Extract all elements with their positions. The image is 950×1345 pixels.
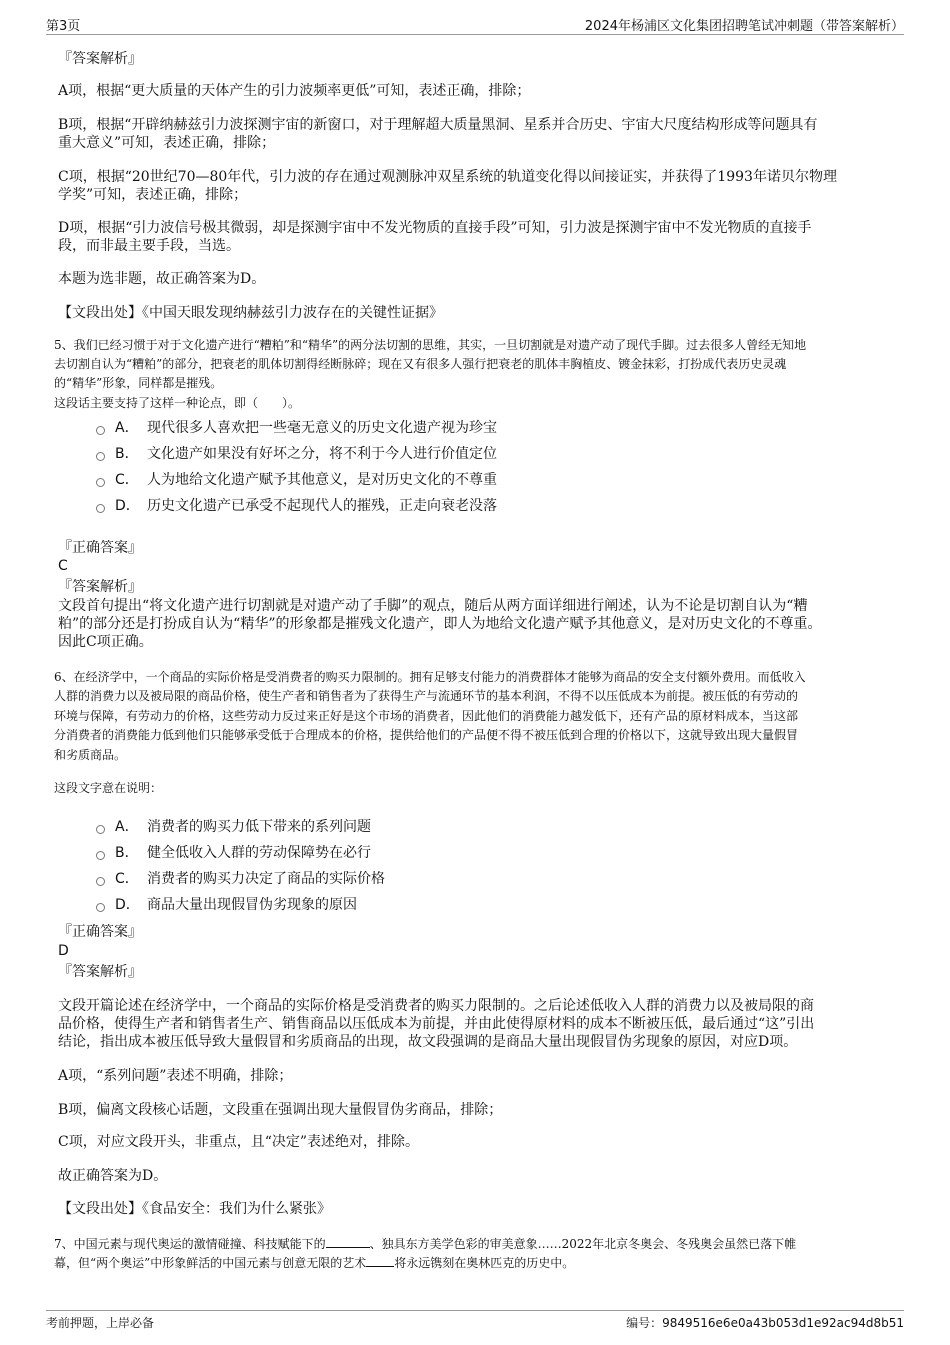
radio-icon[interactable] [96,851,105,860]
q6-source: 【文段出处】《食品安全：我们为什么紧张》 [58,1201,331,1217]
q5-analysis-line2: 粕”的部分还是打扮成自认为“精华”的形象都是摧残文化遗产，即人为地给文化遗产赋予其他意义，是对历史文化的不尊重。 [58,616,822,632]
radio-icon[interactable] [96,903,105,912]
q5-option-a[interactable]: A． 现代很多人喜欢把一些毫无意义的历史文化遗产视为珍宝 [96,419,497,437]
q5-option-c[interactable]: C． 人为地给文化遗产赋予其他意义，是对历史文化的不尊重 [96,471,497,489]
q7-stem-line2: 幕，但“两个奥运”中形象鲜活的中国元素与创意无限的艺术 将永远镌刻在奥林匹克的历史中。 [54,1256,575,1270]
radio-icon[interactable] [96,478,105,487]
fill-blank[interactable] [326,1235,370,1248]
analysis-b-line2: 重大意义”可知，表述正确，排除； [58,135,276,151]
radio-icon[interactable] [96,504,105,513]
q6-option-a[interactable]: A． 消费者的购买力低下带来的系列问题 [96,818,371,836]
q5-option-d[interactable]: D． 历史文化遗产已承受不起现代人的摧残，正走向衰老没落 [96,497,497,515]
conclusion: 本题为选非题，故正确答案为D。 [58,271,266,287]
q5-question: 这段话主要支持了这样一种论点，即（ ）。 [54,396,301,410]
fill-blank[interactable] [366,1254,394,1267]
q6-analysis-line2: 品价格，使得生产者和销售者生产、销售商品以压低成本为前提，并由此使得原材料的成本不断被压低，最后通过“这”引出 [58,1016,815,1032]
q6-stem-line3: 环境与保障，有劳动力的价格，这些劳动力反过来正好是这个市场的消费者，因此他们的消费能力越发低下，还有产品的原材料成本，当这部 [54,709,799,723]
q6-option-c[interactable]: C． 消费者的购买力决定了商品的实际价格 [96,870,385,888]
radio-icon[interactable] [96,877,105,886]
q6-question: 这段文字意在说明： [54,781,163,795]
q6-analysis-c: C项，对应文段开头，非重点，且“决定”表述绝对，排除。 [58,1134,420,1150]
q5-stem-line3: 的“精华”形象，同样都是摧残。 [54,376,223,390]
q6-analysis-b: B项，偏离文段核心话题，文段重在强调出现大量假冒伪劣商品，排除； [58,1102,503,1118]
document-title: 2024年杨浦区文化集团招聘笔试冲刺题（带答案解析） [584,18,904,34]
q6-answer-label: 『正确答案』 [58,924,142,940]
q6-answer: D [58,943,69,959]
analysis-label: 『答案解析』 [58,51,142,67]
q5-answer-label: 『正确答案』 [58,540,142,556]
radio-icon[interactable] [96,825,105,834]
q5-option-b[interactable]: B． 文化遗产如果没有好坏之分，将不利于今人进行价值定位 [96,445,497,463]
radio-icon[interactable] [96,452,105,461]
q6-analysis-a: A项，“系列问题”表述不明确，排除； [58,1068,293,1084]
page-header [46,14,904,35]
radio-icon[interactable] [96,426,105,435]
page-number: 第3页 [46,18,81,34]
q6-option-d[interactable]: D． 商品大量出现假冒伪劣现象的原因 [96,896,357,914]
q5-stem-line1: 5、我们已经习惯于对于文化遗产进行“糟粕”和“精华”的两分法切割的思维，其实，一旦切割就是对遗产动了现代手脚。过去很多人曾经无知地 [54,338,807,352]
q5-analysis-line3: 因此C项正确。 [58,634,153,650]
page-footer [46,1310,904,1333]
q5-analysis-label: 『答案解析』 [58,579,142,595]
analysis-b-line1: B项，根据“开辟纳赫兹引力波探测宇宙的新窗口，对于理解超大质量黑洞、星系并合历史、宇宙大尺度结构形成等问题具有 [58,117,818,133]
footer-slogan: 考前押题，上岸必备 [46,1315,155,1330]
q6-stem-line1: 6、在经济学中，一个商品的实际价格是受消费者的购买力限制的。拥有足够支付能力的消费群体才能够为商品的安全支付额外费用。而低收入 [54,670,806,684]
analysis-c-line2: 学奖”可知，表述正确，排除； [58,187,248,203]
q6-analysis-line3: 结论，指出成本被压低导致大量假冒和劣质商品的出现，故文段强调的是商品大量出现假冒伪劣现象的原因，对应D项。 [58,1034,798,1050]
q6-stem-line5: 和劣质商品。 [54,748,127,762]
analysis-c-line1: C项，根据“20世纪70—80年代，引力波的存在通过观测脉冲双星系统的轨道变化得以间接证实，并获得了1993年诺贝尔物理 [58,169,837,185]
analysis-d-line2: 段，而非最主要手段，当选。 [58,238,240,254]
analysis-d-line1: D项，根据“引力波信号极其微弱，却是探测宇宙中不发光物质的直接手段”可知，引力波是探测宇宙中不发光物质的直接手 [58,220,812,236]
document-code: 编号：9849516e6e0a43b053d1e92ac94d8b51 [626,1315,904,1330]
q5-analysis-line1: 文段首句提出“将文化遗产进行切割就是对遗产动了手脚”的观点，随后从两方面详细进行阐述，认为不论是切割自认为“糟 [58,598,808,614]
q6-stem-line2: 人群的消费力以及被局限的商品价格，使生产者和销售者为了获得生产与流通环节的基本利润，不得不以压低成本为前提。被压低的有劳动的 [54,689,799,703]
q6-analysis-label: 『答案解析』 [58,964,142,980]
source: 【文段出处】《中国天眼发现纳赫兹引力波存在的关键性证据》 [58,305,443,321]
q6-stem-line4: 分消费者的消费能力低到他们只能够承受低于合理成本的价格，提供给他们的产品便不得不被压低到合理的价格以下，这就导致出现大量假冒 [54,728,799,742]
q6-option-b[interactable]: B． 健全低收入人群的劳动保障势在必行 [96,844,371,862]
q7-stem-line1: 7、中国元素与现代奥运的激情碰撞、科技赋能下的 、独具东方美学色彩的审美意象……2022年北京冬奥会、冬残奥会虽然已落下帷 [54,1237,797,1251]
analysis-a: A项，根据“更大质量的天体产生的引力波频率更低”可知，表述正确，排除； [58,83,531,99]
q5-answer: C [58,558,68,574]
q6-conclusion: 故正确答案为D。 [58,1168,168,1184]
q5-stem-line2: 去切割自认为“糟粕”的部分，把衰老的肌体切割得经断脉碎；现在又有很多人强行把衰老的肌体丰胸植皮、镀金抹彩，打扮成代表历史灵魂 [54,357,787,371]
q6-analysis-line1: 文段开篇论述在经济学中，一个商品的实际价格是受消费者的购买力限制的。之后论述低收入人群的消费力以及被局限的商 [58,998,814,1014]
